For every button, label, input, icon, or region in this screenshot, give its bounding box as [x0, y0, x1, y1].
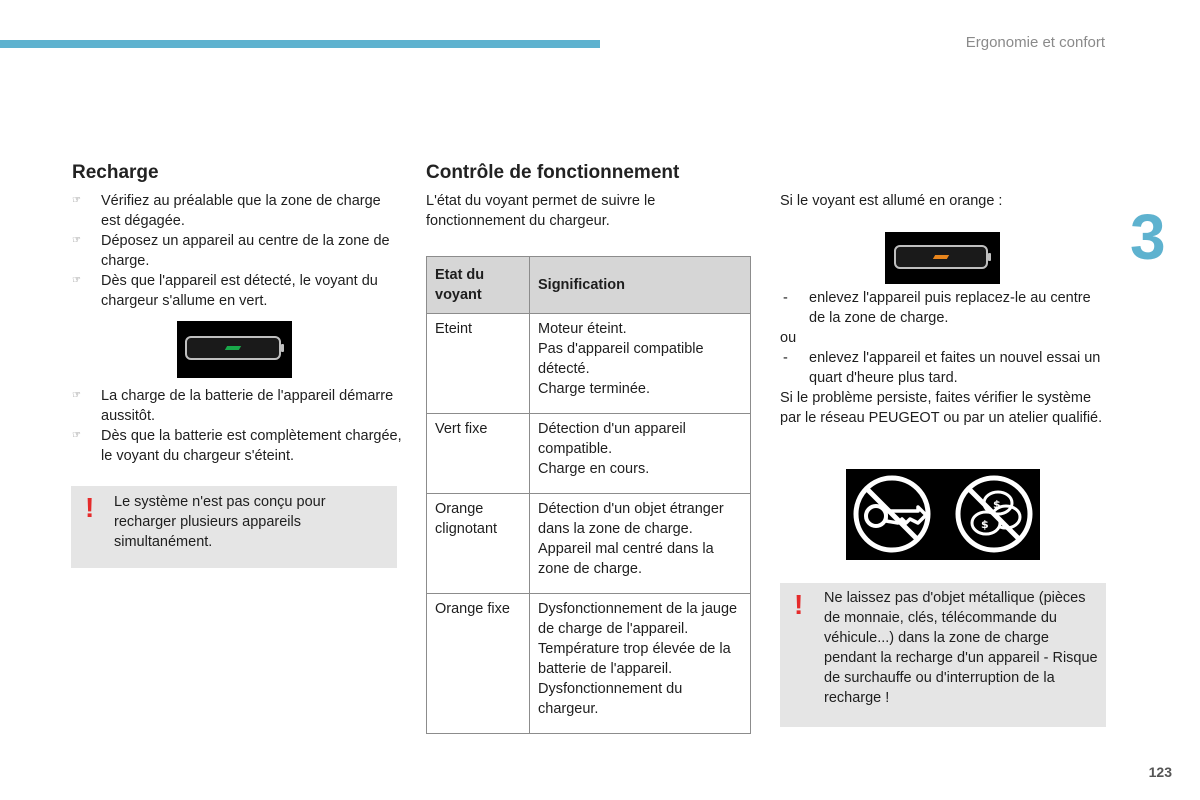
- hand-bullet-icon: ☞: [72, 430, 81, 441]
- forbidden-objects-image: [846, 469, 1040, 560]
- warning-icon: !: [85, 492, 95, 523]
- no-keys-icon: [856, 478, 928, 550]
- warning-text: Le système n'est pas conçu pour recharger plusieurs appareils simultanément.: [114, 494, 326, 550]
- table-header-row: [427, 257, 751, 314]
- persist-text: Si le problème persiste, faites vérifier le système par le réseau PEUGEOT ou par un atelier qualifié.: [780, 390, 1103, 426]
- state-cell: Vert fixe: [427, 414, 530, 494]
- orange-intro: Si le voyant est allumé en orange :: [780, 193, 1003, 209]
- state-cell: Orange clignotant: [427, 494, 530, 594]
- hand-bullet-icon: ☞: [72, 390, 81, 401]
- hand-bullet-icon: ☞: [72, 235, 81, 246]
- or-text: ou: [780, 330, 797, 346]
- svg-text:$: $: [993, 498, 1001, 511]
- meaning-cell: Détection d'un objet étranger dans la zone de charge. Appareil mal centré dans la zone de charge.: [530, 494, 751, 594]
- list-item: ☞ Déposez un appareil au centre de la zone de charge.: [72, 233, 390, 269]
- table-row: [427, 314, 751, 414]
- table-row: [427, 414, 751, 494]
- chapter-number: 3: [1130, 201, 1166, 273]
- orange-instructions: [780, 288, 1105, 428]
- list-item: ☞ Dès que l'appareil est détecté, le voyant du chargeur s'allume en vert.: [72, 273, 378, 309]
- warning-box-multiple-devices: [71, 486, 397, 568]
- state-cell: Orange fixe: [427, 594, 530, 734]
- no-coins-icon: [958, 478, 1030, 550]
- hand-bullet-icon: ☞: [72, 275, 81, 286]
- recharge-title: Recharge: [72, 162, 159, 183]
- list-item: ☞ Dès que la batterie est complètement chargée, le voyant du chargeur s'éteint.: [72, 428, 402, 464]
- list-item: - enlevez l'appareil puis replacez-le au centre de la zone de charge.: [783, 290, 1091, 326]
- warning-box-metal-objects: [780, 583, 1106, 727]
- lightning-bolt-icon: [933, 255, 949, 259]
- page-number: 123: [1148, 764, 1172, 780]
- section-header: Ergonomie et confort: [965, 34, 1105, 51]
- charging-indicator-green-icon: [177, 321, 292, 378]
- warning-icon: !: [794, 589, 804, 620]
- meaning-cell: Moteur éteint. Pas d'appareil compatible détecté. Charge terminée.: [530, 314, 751, 414]
- column-header-state: Etat du voyant: [427, 257, 530, 314]
- list-item: - enlevez l'appareil et faites un nouvel essai un quart d'heure plus tard.: [783, 350, 1101, 386]
- top-accent-bar: [0, 40, 600, 48]
- list-item: ☞ Vérifiez au préalable que la zone de charge est dégagée.: [72, 193, 381, 229]
- charging-indicator-orange-icon: [885, 232, 1000, 284]
- svg-text:$: $: [981, 518, 989, 531]
- table-row: [427, 494, 751, 594]
- table-row: [427, 594, 751, 734]
- meaning-cell: Dysfonctionnement de la jauge de charge de l'appareil. Température trop élevée de la batterie de l'appareil. Dysfonctionnement du chargeur.: [530, 594, 751, 734]
- hand-bullet-icon: ☞: [72, 195, 81, 206]
- control-intro: L'état du voyant permet de suivre le fonctionnement du chargeur.: [426, 193, 656, 229]
- recharge-result-list: [72, 386, 402, 466]
- meaning-cell: Détection d'un appareil compatible. Charge en cours.: [530, 414, 751, 494]
- control-title: Contrôle de fonctionnement: [426, 162, 680, 183]
- state-cell: Eteint: [427, 314, 530, 414]
- lightning-bolt-icon: [225, 346, 241, 350]
- column-header-meaning: Signification: [530, 257, 751, 314]
- warning-text: Ne laissez pas d'objet métallique (pièces de monnaie, clés, télécommande du véhicule...) dans la zone de charge pendant la recharge d'un appareil - Risque de surchauffe ou d'interruption de la recharge !: [824, 590, 1098, 706]
- indicator-status-table: [426, 256, 751, 734]
- recharge-steps-list: [72, 191, 402, 311]
- list-item: ☞ La charge de la batterie de l'appareil démarre aussitôt.: [72, 388, 394, 424]
